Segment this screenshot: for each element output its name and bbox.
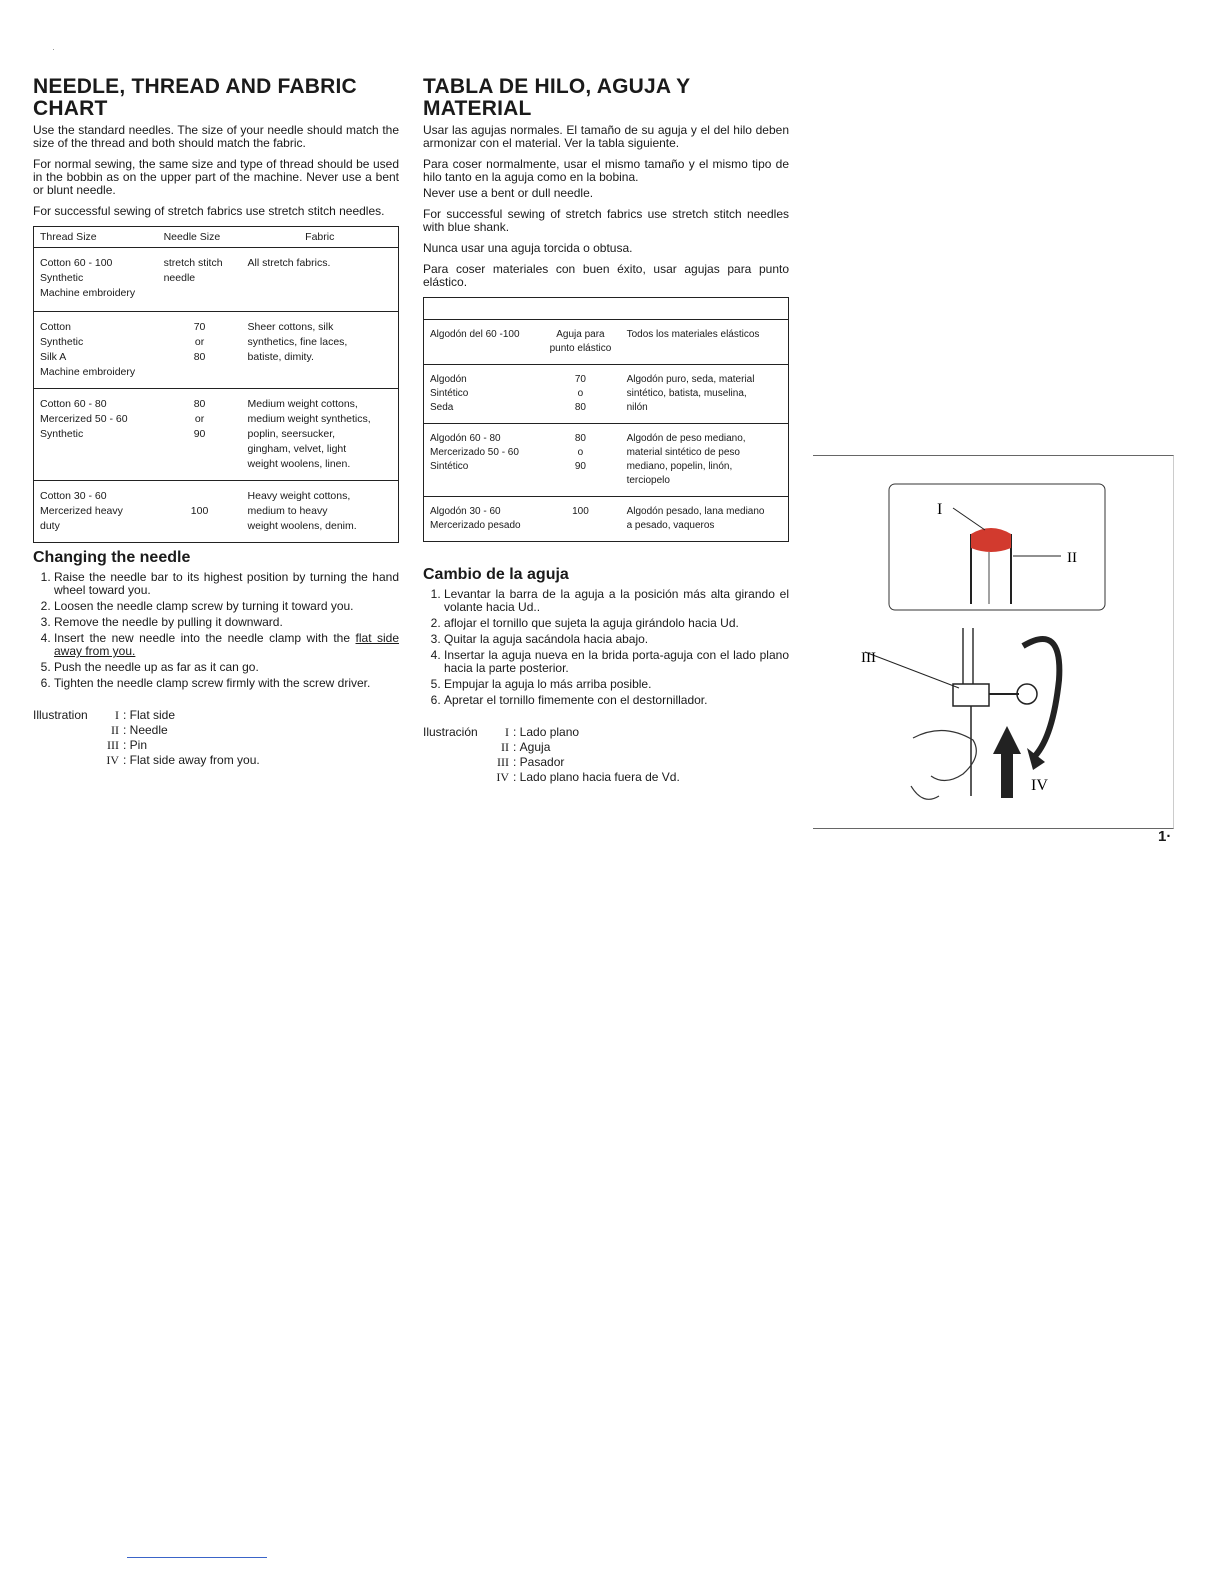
finger-outline xyxy=(913,730,976,780)
illustration-legend xyxy=(33,708,399,768)
flat-side-mark xyxy=(971,528,1011,552)
table-header-row xyxy=(34,227,399,248)
needle-change-illustration xyxy=(813,455,1174,829)
legend-key: II xyxy=(111,723,119,737)
up-arrow-head xyxy=(993,726,1021,754)
legend-text: Flat side away from you. xyxy=(129,753,260,767)
speck xyxy=(53,49,54,50)
legend-text: Flat side xyxy=(129,708,176,722)
intro-paragraph: Use the standard needles. The size of your needle should match the size of the thread and both should match the fabric. xyxy=(33,123,399,150)
legend-key: III xyxy=(497,755,509,769)
table-row xyxy=(34,312,399,389)
legend-key: I xyxy=(505,725,509,739)
list-item: 6. Tighten the needle clamp screw firmly with the screw driver. xyxy=(54,677,399,690)
table-row xyxy=(34,248,399,312)
title-line-1: NEEDLE, THREAD AND FABRIC xyxy=(33,75,357,98)
tabla-title xyxy=(423,76,789,120)
rotation-arrow xyxy=(1023,639,1059,756)
intro-paragraph: Usar las agujas normales. El tamaño de su aguja y el del hilo deben armonizar con el material. Ver la tabla siguiente. xyxy=(423,123,789,150)
list-item: 2. aflojar el tornillo que sujeta la aguja girándolo hacia Ud. xyxy=(444,617,789,630)
leader-I xyxy=(953,508,985,530)
legend-row: III : Pin xyxy=(33,738,399,753)
fabric-cell: Heavy weight cottons, medium to heavy weight woolens, denim. xyxy=(242,481,399,543)
legend-text: Pin xyxy=(129,738,148,752)
torcida-paragraph: Nunca usar una aguja torcida o obtusa. xyxy=(423,241,633,255)
fabric-cell: Sheer cottons, silk synthetics, fine laces, batiste, dimity. xyxy=(242,312,399,389)
legend-row: IV : Lado plano hacia fuera de Vd. xyxy=(423,770,789,785)
spanish-column xyxy=(423,76,789,785)
table-row xyxy=(424,320,789,365)
footer-link-underline xyxy=(127,1557,267,1558)
legend-key: I xyxy=(115,708,119,722)
needle-cell: 80 or 90 xyxy=(158,389,242,481)
thread-cell: Cotton 60 - 80 Mercerized 50 - 60 Synthetic xyxy=(34,389,158,481)
thumb-outline xyxy=(911,786,939,799)
thread-cell: Algodón 30 - 60 Mercerizado pesado xyxy=(424,497,541,542)
page-number: 1· xyxy=(1158,828,1172,845)
changing-needle-heading: Changing the needle xyxy=(33,549,191,566)
cambio-aguja-heading: Cambio de la aguja xyxy=(423,566,569,583)
list-item: 3. Remove the needle by pulling it downward. xyxy=(54,616,399,629)
legend-key: IV xyxy=(106,753,119,767)
label-I: I xyxy=(937,501,943,518)
table-header-row xyxy=(424,298,789,320)
changing-needle-steps xyxy=(33,571,399,690)
header-thread-size: Thread Size xyxy=(34,227,158,248)
label-II: II xyxy=(1067,550,1077,566)
chart-title xyxy=(33,76,399,120)
label-III: III xyxy=(861,650,876,666)
needle-cell: 70 o 80 xyxy=(540,365,620,424)
title-line-2: MATERIAL xyxy=(423,97,532,120)
fabric-cell: Medium weight cottons, medium weight synthetics, poplin, seersucker, gingham, velvet, light weight woolens, linen. xyxy=(242,389,399,481)
legend-row: IV : Flat side away from you. xyxy=(33,753,399,768)
needle-cell: 100 xyxy=(158,481,242,543)
legend-key: II xyxy=(501,740,509,754)
needle-thread-fabric-table xyxy=(33,226,399,543)
legend-row: Illustration I : Flat side xyxy=(33,708,176,722)
english-column xyxy=(33,76,399,768)
stretch-paragraph: For successful sewing of stretch fabrics use stretch stitch needles with blue shank. xyxy=(423,207,789,234)
needle-cell: 100 xyxy=(540,497,620,542)
table-row xyxy=(424,365,789,424)
fabric-cell: All stretch fabrics. xyxy=(242,248,399,312)
elastico-paragraph: Para coser materiales con buen éxito, usar agujas para punto elástico. xyxy=(423,262,789,289)
needle-cell: Aguja para punto elástico xyxy=(540,320,620,365)
cambio-aguja-steps xyxy=(423,588,789,707)
legend-text: Needle xyxy=(129,723,168,737)
stretch-paragraph: For successful sewing of stretch fabrics use stretch stitch needles. xyxy=(33,204,385,218)
screw-head xyxy=(1017,684,1037,704)
thread-cell: Algodón del 60 -100 xyxy=(424,320,541,365)
illustration-label: Illustration xyxy=(33,708,88,722)
leader-III xyxy=(865,652,959,688)
step-4-underlined: flat side away from you. xyxy=(54,631,400,658)
header-needle-size: Needle Size xyxy=(158,227,242,248)
tabla-hilo-aguja-material xyxy=(423,297,789,542)
list-item: 2. Loosen the needle clamp screw by turning it toward you. xyxy=(54,600,399,613)
thread-cell: Algodón Sintético Seda xyxy=(424,365,541,424)
fabric-cell: Algodón pesado, lana mediano a pesado, vaqueros xyxy=(621,497,789,542)
needle-cell: stretch stitch needle xyxy=(158,248,242,312)
thread-cell: Cotton 60 - 100 Synthetic Machine embroidery xyxy=(34,248,158,312)
legend-text: Lado plano hacia fuera de Vd. xyxy=(519,770,680,784)
list-item: 4. Insertar la aguja nueva en la brida porta-aguja con el lado plano hacia la parte posterior. xyxy=(444,649,789,675)
ilustracion-legend xyxy=(423,725,789,785)
bent-needle-paragraph: Never use a bent or dull needle. xyxy=(423,186,594,200)
fabric-cell: Algodón puro, seda, material sintético, batista, muselina, nilón xyxy=(621,365,789,424)
table-row xyxy=(34,389,399,481)
legend-text: Pasador xyxy=(519,755,565,769)
needle-clamp-drawing xyxy=(813,456,1173,828)
legend-row: Ilustración I : Lado plano xyxy=(423,725,580,739)
list-item xyxy=(54,632,399,658)
needle-cell: 70 or 80 xyxy=(158,312,242,389)
table-row xyxy=(424,424,789,497)
legend-row: III : Pasador xyxy=(423,755,789,770)
table-row xyxy=(34,481,399,543)
up-arrow-shaft xyxy=(1001,752,1013,798)
legend-text: Lado plano xyxy=(519,725,580,739)
legend-row: II : Needle xyxy=(33,723,399,738)
bobbin-paragraph: For normal sewing, the same size and type of thread should be used in the bobbin as on the upper part of the machine. Never use a bent or blunt needle. xyxy=(33,157,399,197)
thread-cell: Cotton 30 - 60 Mercerized heavy duty xyxy=(34,481,158,543)
fabric-cell: Algodón de peso mediano, material sintético de peso mediano, popelin, linón, terciopelo xyxy=(621,424,789,497)
header-empty xyxy=(424,298,541,320)
list-item: 5. Push the needle up as far as it can go. xyxy=(54,661,399,674)
title-line-1: TABLA DE HILO, AGUJA Y xyxy=(423,75,691,98)
header-fabric: Fabric xyxy=(242,227,399,248)
legend-key: III xyxy=(107,738,119,752)
list-item: 1. Raise the needle bar to its highest position by turning the hand wheel toward you. xyxy=(54,571,399,597)
list-item: 1. Levantar la barra de la aguja a la posición más alta girando el volante hacia Ud.. xyxy=(444,588,789,614)
needle-cell: 80 o 90 xyxy=(540,424,620,497)
step-4-text: Insert the new needle into the needle clamp with the xyxy=(54,631,351,645)
thread-cell: Algodón 60 - 80 Mercerizado 50 - 60 Sintético xyxy=(424,424,541,497)
legend-row: II : Aguja xyxy=(423,740,789,755)
fabric-cell: Todos los materiales elásticos xyxy=(621,320,789,365)
legend-key: IV xyxy=(496,770,509,784)
bobbin-paragraph: Para coser normalmente, usar el mismo tamaño y el mismo tipo de hilo tanto en la aguja como en la bobina. xyxy=(423,157,789,184)
table-row xyxy=(424,497,789,542)
label-IV: IV xyxy=(1031,777,1048,794)
title-line-2: CHART xyxy=(33,97,108,120)
illustration-label: Ilustración xyxy=(423,725,478,739)
list-item: 6. Apretar el tornillo fimemente con el destornillador. xyxy=(444,694,789,707)
thread-cell: Cotton Synthetic Silk A Machine embroidery xyxy=(34,312,158,389)
list-item: 5. Empujar la aguja lo más arriba posible. xyxy=(444,678,789,691)
list-item: 3. Quitar la aguja sacándola hacia abajo. xyxy=(444,633,789,646)
legend-text: Aguja xyxy=(519,740,551,754)
